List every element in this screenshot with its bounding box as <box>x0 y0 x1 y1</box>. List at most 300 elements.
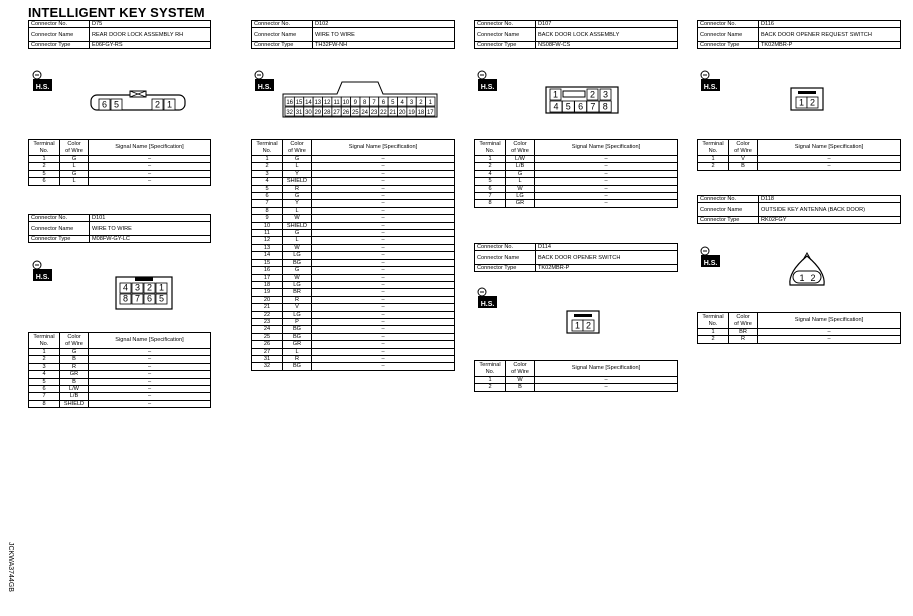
wire-color: G <box>283 230 312 237</box>
table-row <box>252 222 455 229</box>
connector-type-value: NS08FW-CS <box>536 42 678 49</box>
signal-name: – <box>758 329 901 336</box>
terminal-number: 1 <box>475 377 506 384</box>
cavity-number: 17 <box>426 109 434 116</box>
terminal-number: 3 <box>252 170 283 177</box>
cavity-number: 4 <box>122 282 129 293</box>
wire-color: G <box>60 170 89 177</box>
wire-color: SHIELD <box>283 178 312 185</box>
connector-name-label: Connector Name <box>475 28 536 42</box>
terminal-table-D75 <box>28 139 211 186</box>
wire-color: R <box>60 363 89 370</box>
cavity-number: 5 <box>565 101 571 112</box>
terminal-header-line: Terminal <box>702 141 724 147</box>
connector-number-value: D107 <box>536 21 678 28</box>
connector-type-row <box>475 265 678 272</box>
terminal-number: 2 <box>252 163 283 170</box>
connector-face-D116 <box>790 87 824 111</box>
cavity-number: 14 <box>305 99 312 106</box>
terminal-number: 17 <box>252 274 283 281</box>
cavity-number: 2 <box>585 320 592 331</box>
wire-color: G <box>60 349 89 356</box>
terminal-table-header <box>475 140 678 156</box>
wire-color: B <box>729 163 758 170</box>
signal-name: – <box>312 363 455 370</box>
signal-name: – <box>312 215 455 222</box>
table-row <box>698 336 901 343</box>
side-code <box>2 540 12 610</box>
terminal-header-line: No. <box>262 147 272 154</box>
wire-color: GR <box>60 371 89 378</box>
terminal-header <box>475 140 506 156</box>
harness-side-icon <box>31 70 53 92</box>
cavity-number: 8 <box>363 99 367 106</box>
cavity-number: 26 <box>342 109 350 116</box>
cavity-number: 2 <box>589 89 596 100</box>
cavity-number: 1 <box>166 99 173 110</box>
terminal-number: 5 <box>252 185 283 192</box>
connector-name-value: WIRE TO WIRE <box>90 222 211 236</box>
connector-number-row <box>698 21 901 28</box>
signal-name: – <box>535 170 678 177</box>
table-row <box>29 400 211 407</box>
terminal-number: 24 <box>252 326 283 333</box>
hs-badge-label: H.S. <box>35 274 50 281</box>
color-header-line: of Wire <box>511 368 529 375</box>
terminal-number: 22 <box>252 311 283 318</box>
terminal-number: 2 <box>475 384 506 391</box>
signal-name: – <box>312 237 455 244</box>
table-row <box>29 170 211 177</box>
table-row <box>252 170 455 177</box>
connector-latch <box>135 277 153 281</box>
terminal-number: 25 <box>252 333 283 340</box>
wire-color: BG <box>283 333 312 340</box>
terminal-number: 1 <box>475 156 506 163</box>
cavity-number: 1 <box>428 99 432 106</box>
terminal-number: 14 <box>252 252 283 259</box>
signal-name: – <box>535 163 678 170</box>
connector-type-label: Connector Type <box>475 42 536 49</box>
table-row <box>252 289 455 296</box>
wire-color: L/W <box>60 386 89 393</box>
wire-color: P <box>283 318 312 325</box>
signal-name: – <box>89 163 211 170</box>
connector-name-label: Connector Name <box>29 222 90 236</box>
connector-info-D75 <box>28 20 211 49</box>
color-header-line: Color <box>513 362 527 368</box>
table-row <box>29 393 211 400</box>
table-row <box>252 341 455 348</box>
cavity-number: 10 <box>342 99 350 106</box>
color-header-line: of Wire <box>734 147 752 154</box>
terminal-header <box>475 361 506 377</box>
color-header <box>506 140 535 156</box>
signal-name: – <box>89 371 211 378</box>
signal-name: – <box>312 163 455 170</box>
cavity-number: 22 <box>380 109 387 116</box>
cavity-number: 25 <box>351 109 359 116</box>
connector-number-value: D118 <box>759 196 901 203</box>
cavity-number: 13 <box>314 99 322 106</box>
connector-type-row <box>475 42 678 49</box>
terminal-number: 21 <box>252 304 283 311</box>
cavity-number: 32 <box>286 109 294 116</box>
terminal-number: 26 <box>252 341 283 348</box>
table-row <box>29 156 211 163</box>
table-row <box>252 304 455 311</box>
wire-color: BG <box>283 363 312 370</box>
table-row <box>252 259 455 266</box>
connector-type-value: E06FGY-RS <box>90 42 211 49</box>
connector-type-row <box>698 42 901 49</box>
terminal-header-line: No. <box>485 147 495 154</box>
table-row <box>29 386 211 393</box>
connector-number-label: Connector No. <box>698 21 759 28</box>
cavity-number: 15 <box>295 99 303 106</box>
terminal-number: 5 <box>29 378 60 385</box>
signal-name: – <box>312 333 455 340</box>
connector-name-label: Connector Name <box>698 203 759 217</box>
terminal-number: 4 <box>29 371 60 378</box>
signal-name: – <box>312 289 455 296</box>
cavity-number: 23 <box>370 109 378 116</box>
table-row <box>252 163 455 170</box>
cavity-number: 7 <box>590 101 596 112</box>
connector-type-label: Connector Type <box>698 42 759 49</box>
signal-name: – <box>312 170 455 177</box>
signal-name: – <box>312 200 455 207</box>
signal-name: – <box>535 185 678 192</box>
table-row <box>252 230 455 237</box>
wire-color: W <box>506 185 535 192</box>
wire-color: G <box>60 156 89 163</box>
connector-type-row <box>29 236 211 243</box>
signal-name: – <box>312 185 455 192</box>
connector-name-value: WIRE TO WIRE <box>313 28 455 42</box>
connector-type-value: TK02MBR-P <box>759 42 901 49</box>
color-header-line: Color <box>290 141 304 147</box>
cavity-number: 3 <box>409 99 414 106</box>
cavity-number: 7 <box>134 293 141 304</box>
terminal-number: 1 <box>252 156 283 163</box>
terminal-number: 7 <box>252 200 283 207</box>
color-header-line: of Wire <box>288 147 306 154</box>
terminal-table-header <box>698 313 901 329</box>
wire-color: L <box>283 348 312 355</box>
wire-color: L <box>506 178 535 185</box>
cavity-number: 2 <box>809 97 816 108</box>
terminal-number: 9 <box>252 215 283 222</box>
signal-name: – <box>312 318 455 325</box>
connector-number-value: D102 <box>313 21 455 28</box>
connector-name-label: Connector Name <box>29 28 90 42</box>
connector-type-value: M08FW-GY-LC <box>90 236 211 243</box>
table-row <box>29 363 211 370</box>
connector-number-value: D101 <box>90 215 211 222</box>
connector-name-value: BACK DOOR OPENER SWITCH <box>536 251 678 265</box>
table-row <box>29 349 211 356</box>
terminal-number: 2 <box>475 163 506 170</box>
connector-info-D118 <box>697 195 901 224</box>
wire-color: Y <box>283 200 312 207</box>
terminal-table-header <box>698 140 901 156</box>
terminal-header-line: No. <box>485 368 495 375</box>
terminal-number: 8 <box>475 200 506 207</box>
hs-badge-label: H.S. <box>703 84 718 91</box>
terminal-table-D107 <box>474 139 678 208</box>
signal-name: – <box>312 281 455 288</box>
cavity-number: 6 <box>578 101 584 112</box>
cavity-number: 29 <box>314 109 322 116</box>
signal-header: Signal Name [Specification] <box>758 313 901 329</box>
color-header-line: Color <box>67 334 81 340</box>
wire-color: LG <box>283 311 312 318</box>
table-row <box>252 333 455 340</box>
terminal-number: 6 <box>475 185 506 192</box>
connector-latch <box>574 314 592 317</box>
terminal-header-line: No. <box>39 147 49 154</box>
terminal-table-header <box>475 361 678 377</box>
signal-name: – <box>312 326 455 333</box>
harness-side-icon <box>476 287 498 309</box>
table-row <box>252 274 455 281</box>
cavity-number: 20 <box>398 109 406 116</box>
terminal-header-line: No. <box>39 340 49 347</box>
connector-name-row <box>698 203 901 217</box>
wire-color: W <box>283 274 312 281</box>
cavity-number: 11 <box>333 99 340 106</box>
connector-face-D107 <box>545 86 619 114</box>
wire-color: W <box>283 244 312 251</box>
connector-number-row <box>29 21 211 28</box>
terminal-number: 2 <box>29 163 60 170</box>
cavity-number: 6 <box>381 99 386 106</box>
signal-name: – <box>89 400 211 407</box>
connector-latch <box>798 91 816 94</box>
connector-name-row <box>475 28 678 42</box>
wire-color: Y <box>283 170 312 177</box>
terminal-number: 4 <box>252 178 283 185</box>
table-row <box>29 371 211 378</box>
connector-type-value: TK02MBR-P <box>536 265 678 272</box>
table-row <box>475 200 678 207</box>
color-header <box>506 361 535 377</box>
connector-type-label: Connector Type <box>29 236 90 243</box>
terminal-header-line: Terminal <box>256 141 278 147</box>
connector-name-row <box>698 28 901 42</box>
terminal-header-line: Terminal <box>33 141 55 147</box>
connector-number-row <box>29 215 211 222</box>
connector-info-D101 <box>28 214 211 243</box>
signal-header: Signal Name [Specification] <box>89 140 211 156</box>
wire-color: G <box>283 156 312 163</box>
table-row <box>252 252 455 259</box>
harness-side-icon <box>253 70 275 92</box>
terminal-table-D101 <box>28 332 211 408</box>
signal-name: – <box>89 386 211 393</box>
signal-name: – <box>312 341 455 348</box>
signal-name: – <box>535 193 678 200</box>
signal-name: – <box>535 178 678 185</box>
color-header <box>60 333 89 349</box>
table-row <box>698 163 901 170</box>
signal-name: – <box>312 244 455 251</box>
terminal-header-line: No. <box>708 147 718 154</box>
wire-color: L/W <box>506 156 535 163</box>
connector-type-label: Connector Type <box>698 217 759 224</box>
cavity-number: 27 <box>333 109 340 116</box>
cavity-number: 24 <box>361 109 369 116</box>
connector-info-D114 <box>474 243 678 272</box>
terminal-header <box>698 313 729 329</box>
terminal-header-line: Terminal <box>33 334 55 340</box>
color-header <box>60 140 89 156</box>
connector-number-label: Connector No. <box>698 196 759 203</box>
color-header <box>283 140 312 156</box>
signal-name: – <box>312 252 455 259</box>
wire-color: R <box>283 355 312 362</box>
cavity-number: 1 <box>798 97 805 108</box>
terminal-number: 6 <box>252 193 283 200</box>
wire-color: SHIELD <box>283 222 312 229</box>
connector-face-D102 <box>282 80 438 118</box>
cavity-number: 4 <box>553 101 559 112</box>
wire-color: R <box>729 336 758 343</box>
signal-name: – <box>758 156 901 163</box>
wire-color: GR <box>283 341 312 348</box>
signal-name: – <box>89 156 211 163</box>
terminal-header-line: Terminal <box>479 141 501 147</box>
page-title: INTELLIGENT KEY SYSTEM <box>28 5 205 20</box>
connector-face-D114 <box>566 310 600 334</box>
signal-header: Signal Name [Specification] <box>312 140 455 156</box>
harness-side-icon <box>699 70 721 92</box>
terminal-number: 10 <box>252 222 283 229</box>
wire-color: W <box>506 377 535 384</box>
color-header-line: of Wire <box>511 147 529 154</box>
connector-name-value: BACK DOOR OPENER REQUEST SWITCH <box>759 28 901 42</box>
table-row <box>252 326 455 333</box>
terminal-number: 2 <box>29 356 60 363</box>
connector-name-row <box>252 28 455 42</box>
hs-badge-label: H.S. <box>257 84 272 91</box>
cavity-number: 7 <box>372 99 376 106</box>
signal-header: Signal Name [Specification] <box>535 361 678 377</box>
table-row <box>252 193 455 200</box>
connector-type-row <box>698 217 901 224</box>
terminal-table-D102 <box>251 139 455 371</box>
wire-color: L/B <box>506 163 535 170</box>
terminal-number: 1 <box>698 156 729 163</box>
wire-color: BG <box>283 326 312 333</box>
table-row <box>475 156 678 163</box>
side-code-text: JCKWA3744GB <box>7 542 14 592</box>
color-header-line: Color <box>67 141 81 147</box>
connector-number-row <box>475 21 678 28</box>
wire-color: B <box>60 378 89 385</box>
connector-type-row <box>252 42 455 49</box>
connector-type-row <box>29 42 211 49</box>
connector-face-D101 <box>115 276 173 310</box>
hs-badge-label: H.S. <box>35 84 50 91</box>
table-row <box>252 178 455 185</box>
terminal-number: 1 <box>29 349 60 356</box>
connector-number-value: D116 <box>759 21 901 28</box>
terminal-header <box>29 140 60 156</box>
wire-color: LG <box>283 252 312 259</box>
terminal-number: 5 <box>29 170 60 177</box>
cavity-number: 2 <box>154 99 161 110</box>
terminal-header <box>252 140 283 156</box>
table-row <box>252 215 455 222</box>
cavity-number: 31 <box>295 109 303 116</box>
table-row <box>475 377 678 384</box>
connector-name-row <box>475 251 678 265</box>
connector-cavity-group <box>793 271 821 283</box>
wire-color: R <box>283 185 312 192</box>
connector-number-row <box>698 196 901 203</box>
terminal-number: 6 <box>29 178 60 185</box>
terminal-table-header <box>252 140 455 156</box>
terminal-number: 16 <box>252 267 283 274</box>
wire-color: BR <box>283 289 312 296</box>
wire-color: G <box>506 170 535 177</box>
terminal-table-D118 <box>697 312 901 344</box>
wire-color: BR <box>729 329 758 336</box>
signal-name: – <box>89 170 211 177</box>
signal-name: – <box>535 384 678 391</box>
table-row <box>252 237 455 244</box>
cavity-number: 28 <box>323 109 331 116</box>
terminal-number: 27 <box>252 348 283 355</box>
table-row <box>475 384 678 391</box>
terminal-table-header <box>29 333 211 349</box>
wire-color: V <box>283 304 312 311</box>
terminal-number: 4 <box>475 170 506 177</box>
terminal-number: 32 <box>252 363 283 370</box>
table-row <box>252 200 455 207</box>
hs-badge-label: H.S. <box>480 301 495 308</box>
cavity-number: 12 <box>323 99 331 106</box>
signal-name: – <box>758 163 901 170</box>
cavity-number: 5 <box>113 99 120 110</box>
signal-name: – <box>312 267 455 274</box>
terminal-table-D114 <box>474 360 678 392</box>
signal-name: – <box>312 304 455 311</box>
cavity-number: 6 <box>101 99 108 110</box>
wire-color: L <box>60 178 89 185</box>
table-row <box>475 170 678 177</box>
connector-name-label: Connector Name <box>698 28 759 42</box>
table-row <box>29 178 211 185</box>
wire-color: W <box>283 215 312 222</box>
terminal-number: 8 <box>252 207 283 214</box>
terminal-number: 3 <box>29 363 60 370</box>
terminal-header <box>698 140 729 156</box>
cavity-number: 30 <box>305 109 312 116</box>
terminal-number: 13 <box>252 244 283 251</box>
signal-name: – <box>535 377 678 384</box>
connector-name-row <box>29 28 211 42</box>
wire-color: G <box>283 193 312 200</box>
color-header-line: Color <box>513 141 527 147</box>
cavity-number: 18 <box>417 109 425 116</box>
color-header-line: of Wire <box>65 147 83 154</box>
wire-color: R <box>283 296 312 303</box>
terminal-number: 19 <box>252 289 283 296</box>
wire-color: L <box>60 163 89 170</box>
